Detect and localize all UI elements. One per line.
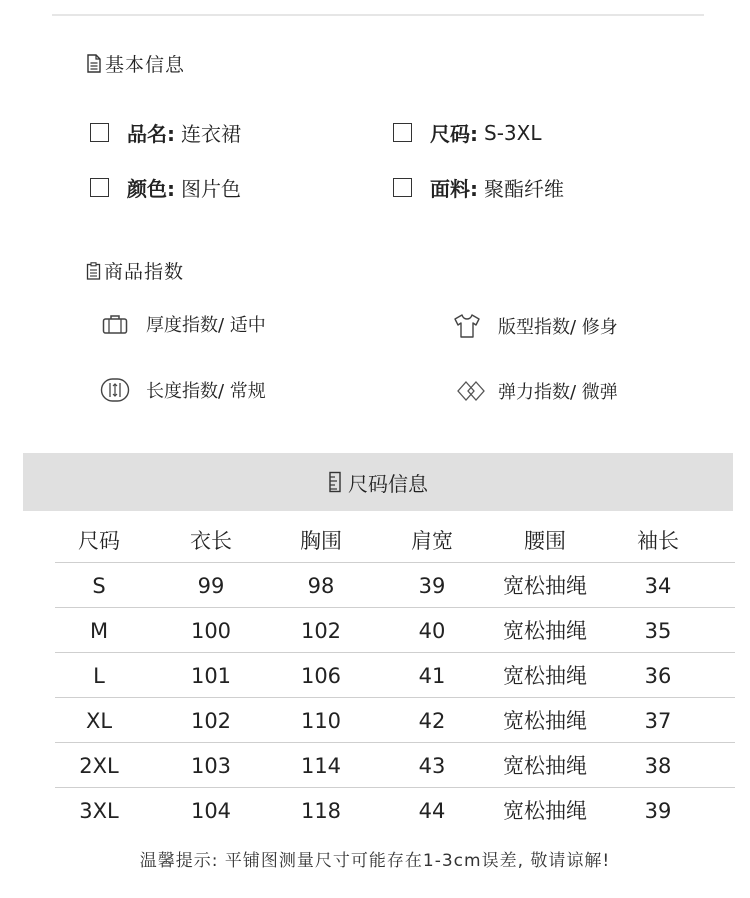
table-cell: 118 xyxy=(300,799,342,823)
header-cell: 袖长 xyxy=(637,529,679,553)
table-row xyxy=(55,697,735,742)
measurement-note: 温馨提示: 平铺图测量尺寸可能存在1-3cm误差, 敬请谅解! xyxy=(139,851,611,871)
size-cell: S xyxy=(92,574,106,598)
attr-value: 图片色 xyxy=(181,177,241,201)
product-index-title-text: 商品指数 xyxy=(104,261,185,283)
table-cell: 106 xyxy=(300,664,342,688)
document-icon xyxy=(86,54,102,73)
table-header-row xyxy=(55,518,735,562)
table-cell: 34 xyxy=(644,574,672,598)
size-table xyxy=(55,518,735,832)
index-label: 长度指数/ 常规 xyxy=(146,381,266,402)
table-cell: 宽松抽绳 xyxy=(503,799,587,823)
ruler-icon xyxy=(328,471,342,493)
index-label: 版型指数/ 修身 xyxy=(498,317,618,338)
attr-value: S-3XL xyxy=(484,120,542,145)
attr-fabric xyxy=(393,173,564,202)
table-cell: 40 xyxy=(418,619,446,643)
header-cell: 胸围 xyxy=(300,529,342,553)
table-cell: 110 xyxy=(300,709,342,733)
index-item-thickness xyxy=(100,309,266,339)
index-label: 弹力指数/ 微弹 xyxy=(498,382,618,403)
table-cell: 39 xyxy=(418,574,446,598)
table-row xyxy=(55,562,735,607)
table-cell: 35 xyxy=(644,619,672,643)
header-cell: 衣长 xyxy=(190,529,232,553)
size-info-title: 尺码信息 xyxy=(348,471,428,496)
table-cell: 宽松抽绳 xyxy=(503,664,587,688)
table-cell: 38 xyxy=(644,754,672,778)
table-cell: 100 xyxy=(190,619,232,643)
table-cell: 43 xyxy=(418,754,446,778)
table-cell: 42 xyxy=(418,709,446,733)
index-item-fit xyxy=(452,311,618,341)
size-cell: L xyxy=(93,664,105,688)
table-cell: 宽松抽绳 xyxy=(503,709,587,733)
attr-color xyxy=(90,173,241,202)
checkbox[interactable] xyxy=(90,123,109,142)
table-cell: 41 xyxy=(418,664,446,688)
table-cell: 36 xyxy=(644,664,672,688)
attr-key: 尺码: xyxy=(430,122,478,146)
table-cell: 宽松抽绳 xyxy=(503,619,587,643)
bag-icon xyxy=(100,309,130,339)
size-cell: M xyxy=(89,619,109,643)
table-cell: 宽松抽绳 xyxy=(503,574,587,598)
table-cell: 44 xyxy=(418,799,446,823)
attr-name xyxy=(90,118,241,147)
header-cell: 肩宽 xyxy=(411,529,453,553)
table-cell: 102 xyxy=(190,709,232,733)
attr-key: 品名: xyxy=(127,122,175,146)
table-cell: 103 xyxy=(190,754,232,778)
checkbox[interactable] xyxy=(90,178,109,197)
header-cell: 腰围 xyxy=(524,529,566,553)
header-cell: 尺码 xyxy=(78,529,120,553)
clipboard-icon xyxy=(86,262,101,280)
table-cell: 102 xyxy=(300,619,342,643)
checkbox[interactable] xyxy=(393,123,412,142)
table-cell: 宽松抽绳 xyxy=(503,754,587,778)
attr-key: 颜色: xyxy=(127,177,175,201)
table-cell: 101 xyxy=(190,664,232,688)
index-item-length xyxy=(100,375,266,405)
table-cell: 99 xyxy=(197,574,225,598)
basic-info-title xyxy=(86,50,185,77)
product-index-title xyxy=(86,257,184,284)
checkbox[interactable] xyxy=(393,178,412,197)
table-cell: 104 xyxy=(190,799,232,823)
shirt-icon xyxy=(452,311,482,341)
table-row xyxy=(55,742,735,787)
table-row xyxy=(55,607,735,652)
attr-value: 聚酯纤维 xyxy=(484,177,564,201)
table-row xyxy=(55,787,735,832)
stretch-icon xyxy=(456,376,486,406)
table-cell: 37 xyxy=(644,709,672,733)
attr-key: 面料: xyxy=(430,177,478,201)
top-divider xyxy=(52,14,704,16)
table-row xyxy=(55,652,735,697)
index-item-elasticity xyxy=(456,376,618,406)
table-cell: 114 xyxy=(300,754,342,778)
size-cell: 2XL xyxy=(79,754,119,778)
index-label: 厚度指数/ 适中 xyxy=(146,315,266,336)
basic-info-title-text: 基本信息 xyxy=(105,54,186,76)
attr-size xyxy=(393,118,541,147)
table-cell: 39 xyxy=(644,799,672,823)
attr-value: 连衣裙 xyxy=(181,122,241,146)
size-info-banner xyxy=(23,453,733,511)
length-icon xyxy=(100,375,130,405)
size-cell: XL xyxy=(85,709,113,733)
size-cell: 3XL xyxy=(79,799,119,823)
table-cell: 98 xyxy=(307,574,335,598)
